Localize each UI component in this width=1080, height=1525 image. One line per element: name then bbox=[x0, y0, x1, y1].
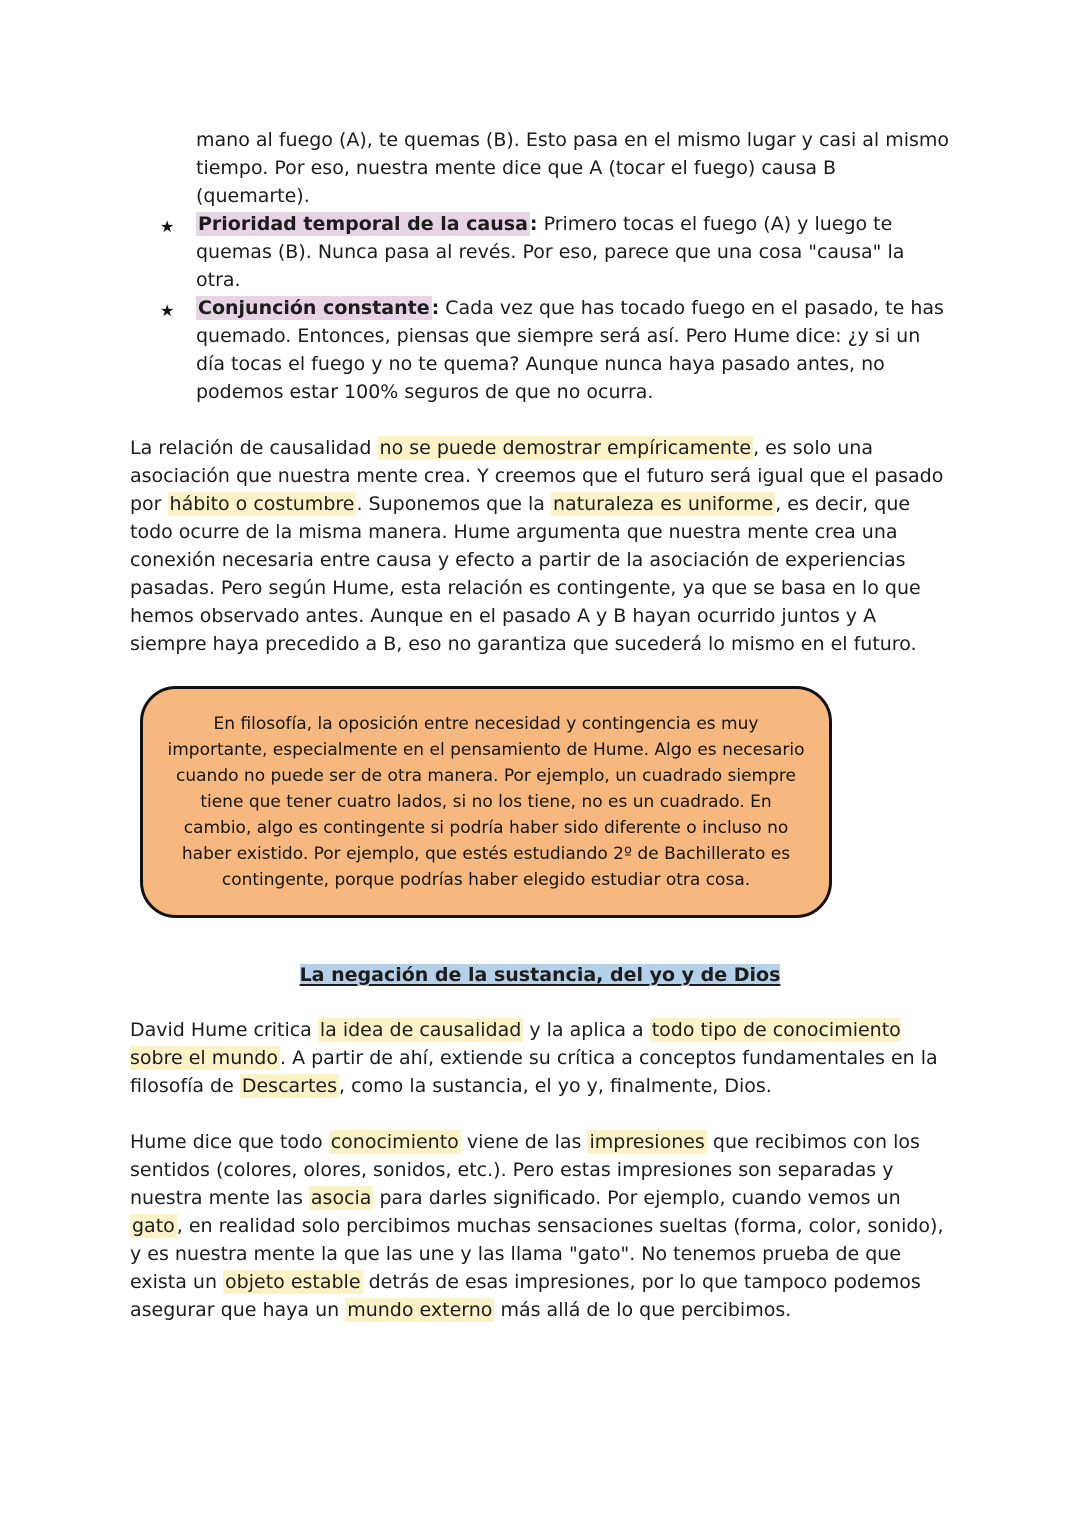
text-segment: detrás de esas impresiones, por lo que tampoco podemos asegurar que haya un bbox=[130, 1271, 921, 1321]
highlighted-text-segment: Descartes bbox=[241, 1075, 338, 1097]
highlighted-text-segment: hábito o costumbre bbox=[169, 493, 355, 515]
text-segment: para darles significado. Por ejemplo, cuando vemos un bbox=[373, 1187, 901, 1209]
text-segment: Primero tocas el fuego (A) y luego te quemas (B). Nunca pasa al revés. Por eso, parece que una cosa "causa" la otra. bbox=[196, 213, 905, 291]
section-heading bbox=[130, 964, 950, 986]
star-bullet-icon: ★ bbox=[160, 217, 175, 236]
text-segment: La relación de causalidad bbox=[130, 437, 378, 459]
bullet-text-prioridad-temporal bbox=[196, 210, 950, 294]
highlighted-text-segment: gato bbox=[132, 1215, 175, 1237]
paragraph-critique bbox=[130, 1016, 950, 1100]
highlighted-text-segment: mundo externo bbox=[347, 1299, 493, 1321]
highlighted-text-segment: naturaleza es uniforme bbox=[552, 493, 774, 515]
text-segment: : bbox=[529, 213, 538, 235]
text-segment: : bbox=[431, 297, 440, 319]
bullet-text-conjuncion-constante bbox=[196, 294, 950, 406]
text-segment: Hume dice que todo bbox=[130, 1131, 329, 1153]
highlighted-text-segment: Conjunción constante bbox=[198, 297, 430, 319]
highlighted-text-segment: todo tipo de conocimiento sobre el mundo bbox=[130, 1019, 901, 1069]
paragraph-continuation bbox=[196, 126, 950, 210]
text-segment: , como la sustancia, el yo y, finalmente, Dios. bbox=[339, 1075, 772, 1097]
bullet-item bbox=[130, 294, 950, 406]
highlighted-text-segment: no se puede demostrar empíricamente bbox=[379, 437, 752, 459]
text-segment: . A partir de ahí, extiende su crítica a conceptos fundamentales en la filosofía de bbox=[130, 1047, 938, 1097]
text-segment: viene de las bbox=[460, 1131, 588, 1153]
text-segment: , es decir, que todo ocurre de la misma manera. Hume argumenta que nuestra mente crea una conexión necesaria entre causa y efecto a partir de la asociación de experiencias pasadas. Pero según Hume, esta relación es contingente, ya que se basa en lo que hemos observado antes. Aunque en el pasado A y B hayan ocurrido juntos y A siempre haya precedido a B, eso no garantiza que sucederá lo mismo en el futuro. bbox=[130, 493, 921, 655]
bullet-item bbox=[130, 210, 950, 294]
callout-text: En filosofía, la oposición entre necesidad y contingencia es muy importante, especialmente en el pensamiento de Hume. Algo es necesario cuando no puede ser de otra manera. Por ejemplo, un cuadrado siempre tiene que tener cuatro lados, si no los tiene, no es un cuadrado. En cambio, algo es contingente si podría haber sido diferente o incluso no haber existido. Por ejemplo, que estés estudiando 2º de Bachillerato es contingente, porque podrías haber elegido estudiar otra cosa. bbox=[167, 714, 805, 890]
paragraph-impressions bbox=[130, 1128, 950, 1324]
text-segment: David Hume critica bbox=[130, 1019, 318, 1041]
paragraph-causality bbox=[130, 434, 950, 658]
highlighted-text-segment: objeto estable bbox=[225, 1271, 361, 1293]
text-segment: mano al fuego (A), te quemas (B). Esto pasa en el mismo lugar y casi al mismo tiempo. Por eso, nuestra mente dice que A (tocar el fuego) causa B (quemarte). bbox=[196, 129, 950, 207]
text-segment: Cada vez que has tocado fuego en el pasado, te has quemado. Entonces, piensas que siempre será así. Pero Hume dice: ¿y si un día tocas el fuego y no te quema? Aunque nunca haya pasado antes, no podemos estar 100% seguros de que no ocurra. bbox=[196, 297, 944, 403]
highlighted-text-segment: conocimiento bbox=[330, 1131, 459, 1153]
highlighted-text-segment: impresiones bbox=[589, 1131, 705, 1153]
highlighted-text-segment: asocia bbox=[310, 1187, 372, 1209]
section-heading-text: La negación de la sustancia, del yo y de Dios bbox=[299, 964, 781, 986]
star-bullet-icon: ★ bbox=[160, 301, 175, 320]
callout-box bbox=[140, 686, 832, 918]
bullet-list bbox=[130, 210, 950, 406]
highlighted-text-segment: la idea de causalidad bbox=[319, 1019, 522, 1041]
text-segment: , en realidad solo percibimos muchas sensaciones sueltas (forma, color, sonido), y es nuestra mente la que las une y las llama "gato". No tenemos prueba de que exista un bbox=[130, 1215, 944, 1293]
text-segment: . Suponemos que la bbox=[356, 493, 551, 515]
highlighted-text-segment: Prioridad temporal de la causa bbox=[198, 213, 528, 235]
text-segment: , es solo una asociación que nuestra mente crea. Y creemos que el futuro será igual que el pasado por bbox=[130, 437, 944, 515]
text-segment: y la aplica a bbox=[523, 1019, 650, 1041]
text-segment: más allá de lo que percibimos. bbox=[494, 1299, 792, 1321]
text-segment: que recibimos con los sentidos (colores, olores, sonidos, etc.). Pero estas impresiones son separadas y nuestra mente las bbox=[130, 1131, 920, 1209]
